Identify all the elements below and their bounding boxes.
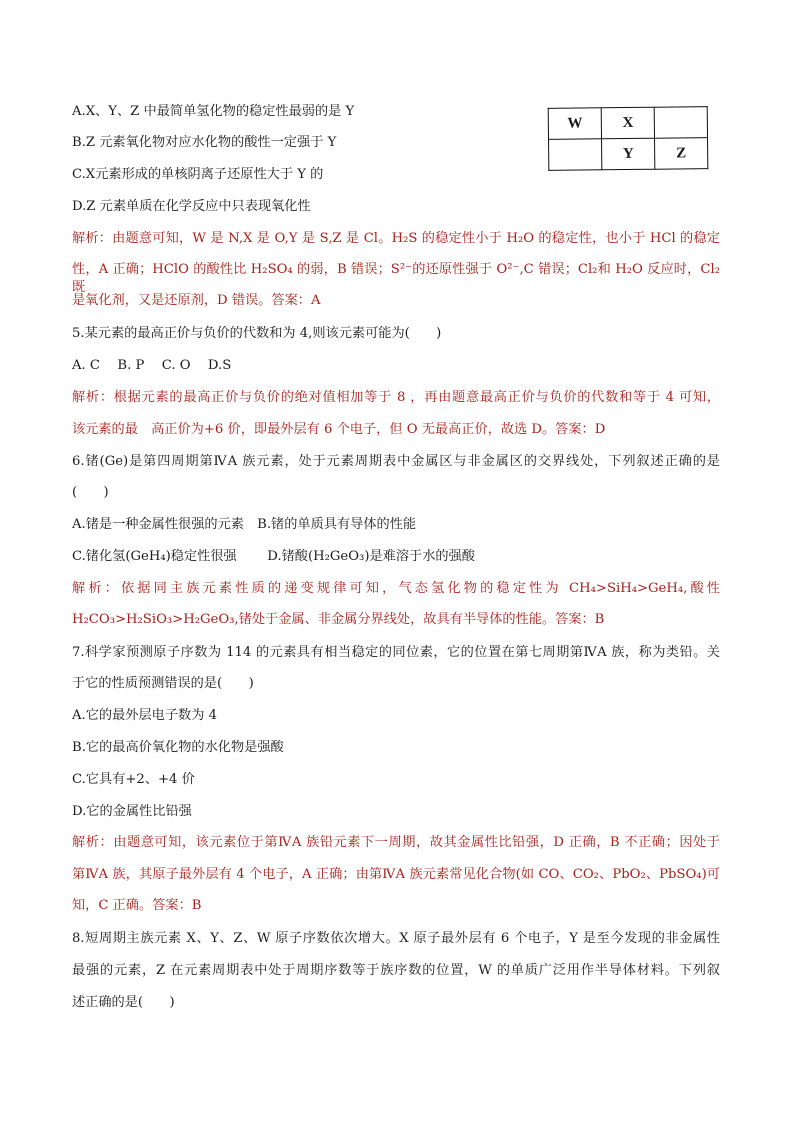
q4-option-b: B.Z 元素氧化物对应水化物的酸性一定强于 Y [72, 135, 337, 150]
element-position-table [548, 106, 709, 168]
q5-analysis-line-2: 该元素的最 高正价为+6 价，即最外层有 6 个电子，但 O 无最高正价，故选 D。答案：D [72, 422, 606, 437]
q7-stem-line-1: 7.科学家预测原子序数为 114 的元素具有相当稳定的同位素，它的位置在第七周期第ⅣA 族，称为类铅。关 [72, 645, 720, 660]
table-cell-empty [654, 107, 707, 139]
q8-stem-line-3: 述正确的是( ) [72, 995, 175, 1010]
q5-options: A. C B. P C. O D.S [72, 358, 232, 373]
q6-analysis-line-2: H₂CO₃>H₂SiO₃>H₂GeO₃,锗处于金属、非金属分界线处，故具有半导体的性能。答案：B [72, 612, 605, 627]
q4-analysis-line-2: 性，A 正确；HClO 的酸性比 H₂SO₄ 的弱，B 错误；S²⁻的还原性强于 O²⁻,C 错误；Cl₂和 H₂O 反应时，Cl₂既 [72, 262, 720, 295]
q6-options-line-1: A.锗是一种金属性很强的元素 B.锗的单质具有导体的性能 [72, 517, 417, 532]
q7-option-b: B.它的最高价氧化物的水化物是强酸 [72, 740, 284, 755]
q5-analysis-line-1: 解析：根据元素的最高正价与负价的绝对值相加等于 8 ，再由题意最高正价与负价的代数和等于 4 可知， [72, 390, 720, 405]
q6-analysis-line-1: 解析：依据同主族元素性质的递变规律可知，气态氢化物的稳定性为 CH₄>SiH₄>GeH₄,酸性 [72, 581, 720, 596]
q7-option-c: C.它具有+2、+4 价 [72, 772, 195, 787]
q7-stem-line-2: 于它的性质预测错误的是( ) [72, 676, 254, 691]
table-cell-z: Z [655, 138, 708, 170]
q4-option-a: A.X、Y、Z 中最简单氢化物的稳定性最弱的是 Y [72, 104, 355, 119]
table-cell-y: Y [602, 138, 655, 170]
q6-options-line-2: C.锗化氢(GeH₄)稳定性很强 D.锗酸(H₂GeO₃)是难溶于水的强酸 [72, 549, 475, 564]
q4-analysis-line-1: 解析：由题意可知，W 是 N,X 是 O,Y 是 S,Z 是 Cl。H₂S 的稳定性小于 H₂O 的稳定性，也小于 HCl 的稳定 [72, 231, 720, 246]
q4-analysis-line-3: 是氧化剂，又是还原剂，D 错误。答案：A [72, 293, 321, 308]
table-cell-x: X [601, 107, 654, 139]
q5-stem: 5.某元素的最高正价与负价的代数和为 4,则该元素可能为( ) [72, 326, 442, 341]
q7-option-d: D.它的金属性比铅强 [72, 804, 192, 819]
q7-analysis-line-1: 解析：由题意可知，该元素位于第ⅣA 族铅元素下一周期，故其金属性比铅强，D 正确，B 不正确；因处于 [72, 835, 720, 850]
q6-stem-line-2: ( ) [72, 485, 109, 500]
q7-analysis-line-2: 第ⅣA 族，其原子最外层有 4 个电子，A 正确；由第ⅣA 族元素常见化合物(如 CO、CO₂、PbO₂、PbSO₄)可 [72, 867, 720, 882]
q7-analysis-line-3: 知，C 正确。答案：B [72, 898, 202, 913]
q4-option-c: C.X元素形成的单核阴离子还原性大于 Y 的 [72, 167, 324, 182]
q8-stem-line-2: 最强的元素，Z 在元素周期表中处于周期序数等于族序数的位置，W 的单质广泛用作半导体材料。下列叙 [72, 963, 720, 978]
q4-option-d: D.Z 元素单质在化学反应中只表现氧化性 [72, 199, 311, 214]
q8-stem-line-1: 8.短周期主族元素 X、Y、Z、W 原子序数依次增大。X 原子最外层有 6 个电子，Y 是至今发现的非金属性 [72, 931, 720, 946]
q7-option-a: A.它的最外层电子数为 4 [72, 708, 217, 723]
q6-stem-line-1: 6.锗(Ge)是第四周期第ⅣA 族元素，处于元素周期表中金属区与非金属区的交界线处，下列叙述正确的是 [72, 454, 720, 469]
table-cell-empty [549, 139, 603, 171]
table-cell-w: W [548, 108, 602, 140]
